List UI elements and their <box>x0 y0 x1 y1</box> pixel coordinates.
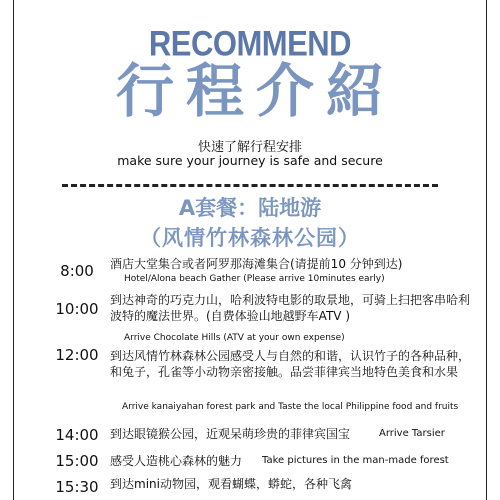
itinerary-desc-cn: 到达mini动物园，观看蝴蝶，蟒蛇，各种飞禽 <box>110 477 352 491</box>
plan-subtitle: （风情竹林森林公园） <box>140 226 360 250</box>
subtitle-en: make sure your journey is safe and secure <box>117 153 383 168</box>
itinerary-desc-en: Arrive kanaiyahan forest park and Taste the local Philippine food and fruits <box>122 402 459 412</box>
page-title: 行程介紹 <box>115 57 396 125</box>
itinerary-desc-en: Hotel/Alona beach Gather (Please arrive 10minutes early) <box>124 274 385 284</box>
itinerary-time: 15:30 <box>55 478 99 496</box>
itinerary-time: 10:00 <box>55 300 99 318</box>
itinerary-time: 14:00 <box>55 426 99 444</box>
itinerary-desc-en: Arrive Chocolate Hills (ATV at your own expense) <box>124 333 345 343</box>
subtitle-cn: 快速了解行程安排 <box>197 140 302 155</box>
itinerary-desc-en: Arrive Tarsier <box>379 428 445 439</box>
itinerary-desc-cn: 到达神奇的巧克力山，哈利波特电影的取景地，可骑上扫把客串哈利波特的魔法世界。(自费体验山地越野车ATV ) <box>110 293 471 323</box>
itinerary-desc-cn: 到达风情竹林森林公园感受人与自然的和谐，认识竹子的各种品种，和兔子，孔雀等小动物亲密接触。品尝菲律宾当地特色美食和水果 <box>110 349 471 379</box>
recommend-heading: RECOMMEND <box>148 23 352 64</box>
itinerary-desc-cn: 感受人造桃心森林的魅力 <box>110 454 243 468</box>
itinerary-time: 15:00 <box>55 452 99 470</box>
itinerary-desc-cn: 酒店大堂集合或者阿罗那海滩集合(请提前10 分钟到达) <box>110 257 403 271</box>
itinerary-time: 12:00 <box>55 346 99 364</box>
plan-title: A套餐：陆地游 <box>178 196 322 220</box>
itinerary-time: 8:00 <box>60 262 94 280</box>
dashed-divider <box>62 184 438 187</box>
itinerary-desc-cn: 到达眼镜猴公园，近观呆萌珍贵的菲律宾国宝 <box>110 427 351 441</box>
itinerary-desc-en: Take pictures in the man-made forest <box>262 455 449 466</box>
